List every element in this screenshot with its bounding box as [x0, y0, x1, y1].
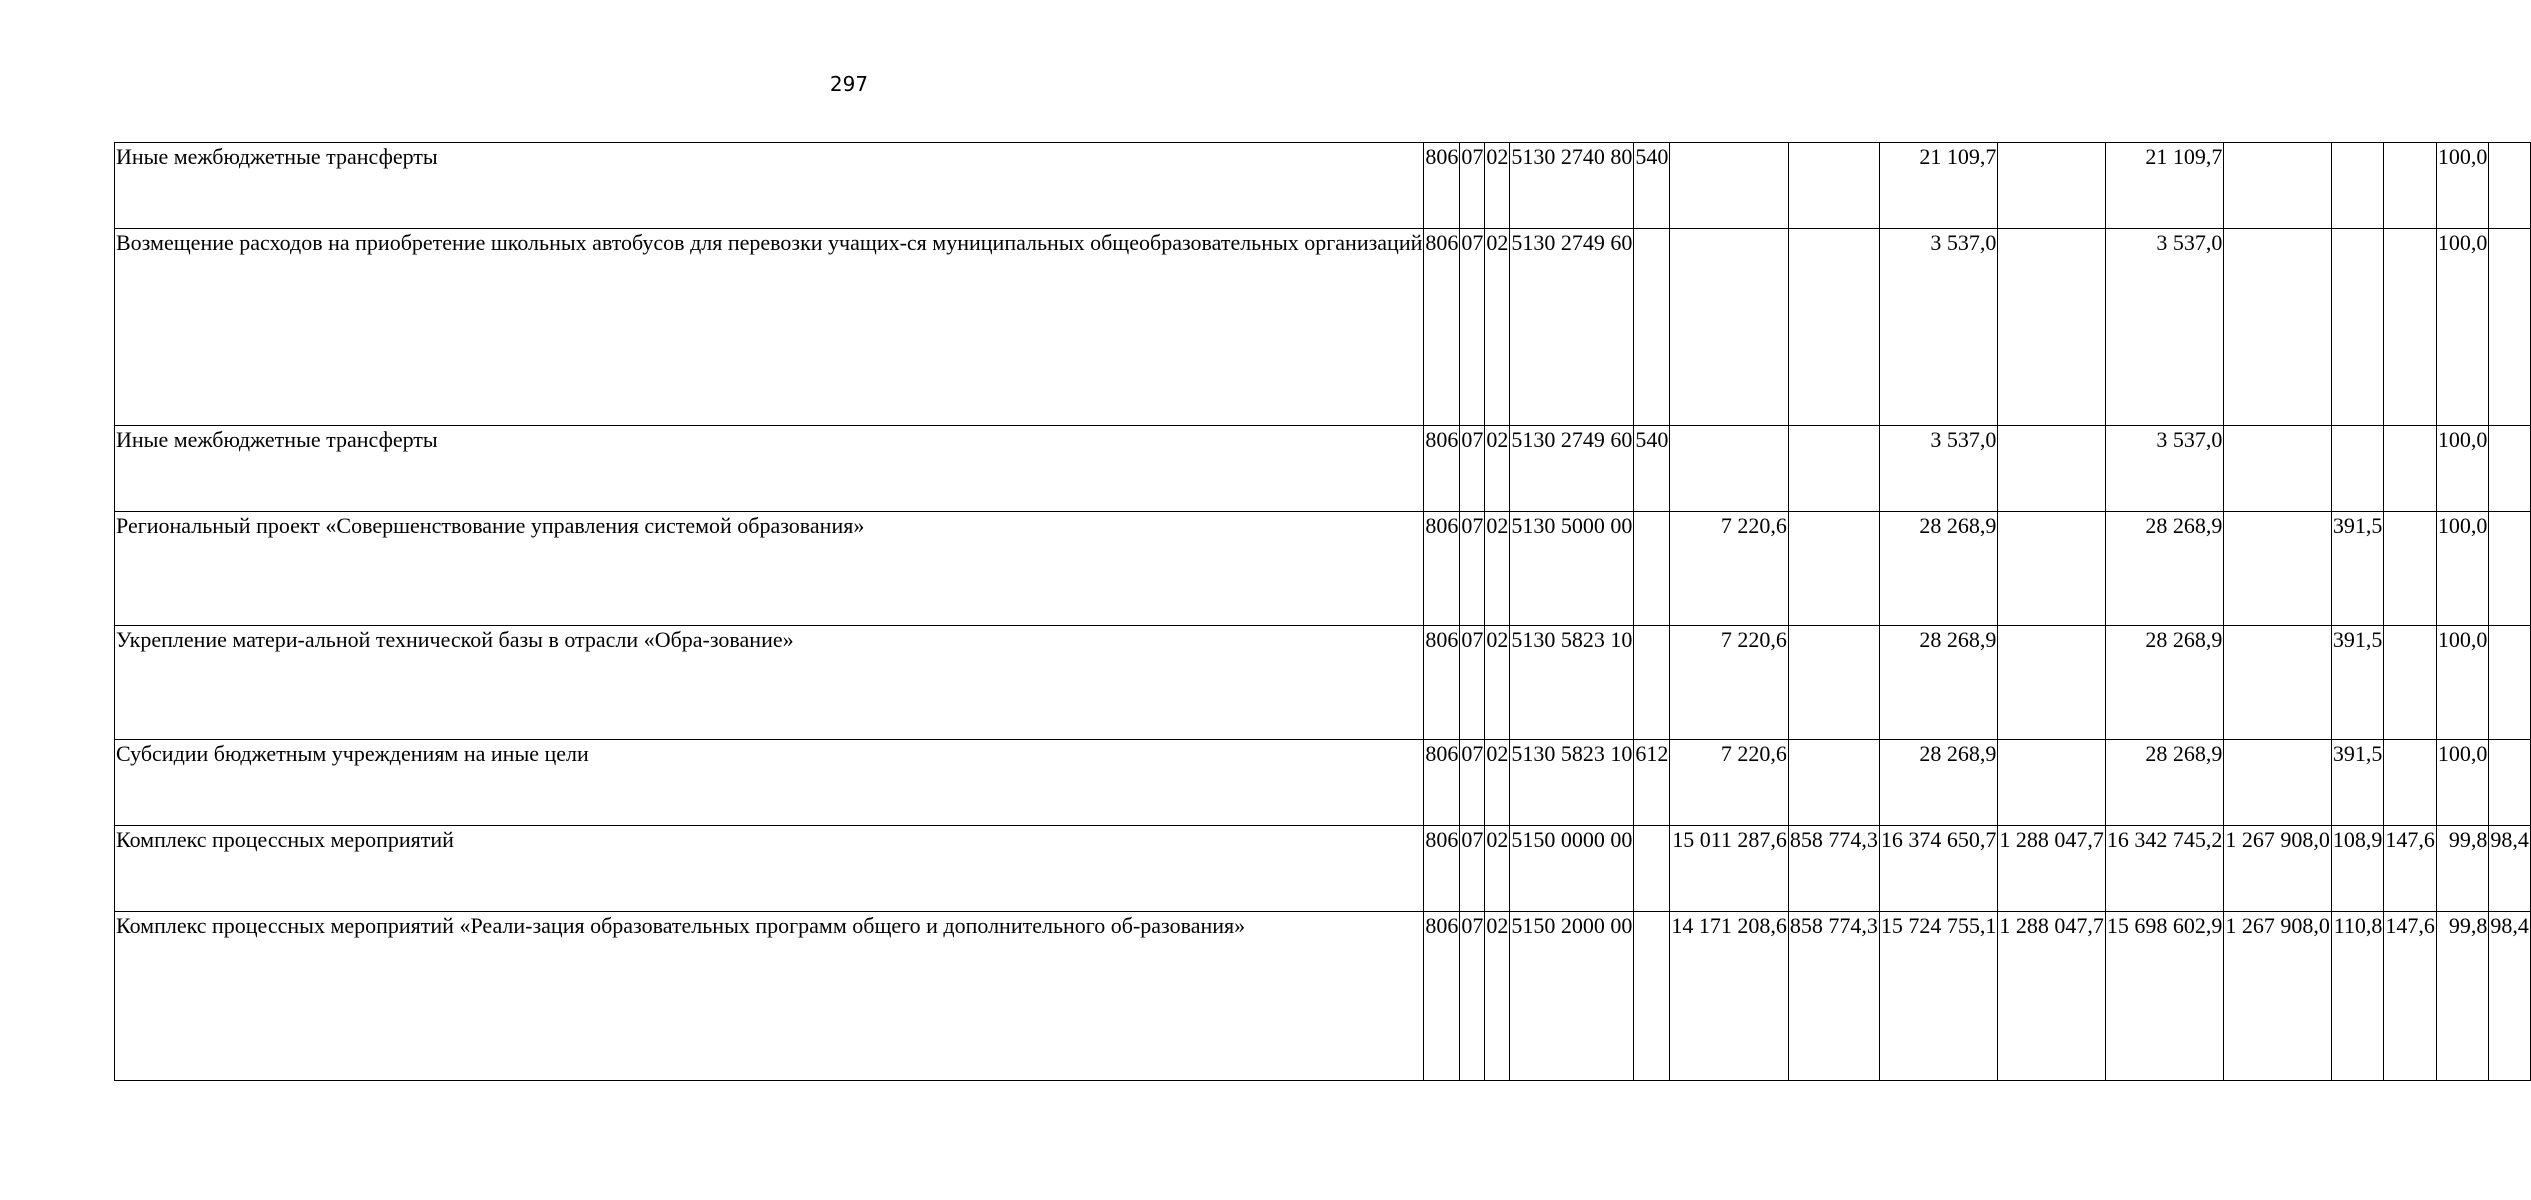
value-1: 15 011 287,6: [1670, 826, 1789, 912]
percent-2: [2384, 626, 2437, 740]
percent-1: 391,5: [2331, 626, 2384, 740]
percent-3: 100,0: [2436, 626, 2489, 740]
table-row: [115, 229, 2531, 426]
code-gr: 806: [1424, 143, 1460, 229]
code-pr: 02: [1485, 626, 1510, 740]
percent-3: 100,0: [2436, 143, 2489, 229]
code-csr: 5130 2740 80: [1510, 143, 1634, 229]
percent-1: [2331, 143, 2384, 229]
percent-2: [2384, 143, 2437, 229]
value-2: [1788, 143, 1879, 229]
value-4: [1998, 626, 2106, 740]
code-csr: 5130 2749 60: [1510, 426, 1634, 512]
value-6: [2224, 626, 2332, 740]
code-rz: 07: [1460, 826, 1485, 912]
table-row: [115, 143, 2531, 229]
code-rz: 07: [1460, 912, 1485, 1081]
code-rz: 07: [1460, 143, 1485, 229]
value-1: 14 171 208,6: [1670, 912, 1789, 1081]
percent-1: [2331, 229, 2384, 426]
code-rz: 07: [1460, 426, 1485, 512]
value-3: 15 724 755,1: [1879, 912, 1998, 1081]
percent-3: 100,0: [2436, 229, 2489, 426]
value-2: [1788, 426, 1879, 512]
value-3: 21 109,7: [1879, 143, 1998, 229]
value-4: [1998, 740, 2106, 826]
code-pr: 02: [1485, 512, 1510, 626]
value-4: [1998, 426, 2106, 512]
code-csr: 5130 5823 10: [1510, 626, 1634, 740]
page-number: 297: [829, 72, 869, 96]
value-6: [2224, 143, 2332, 229]
value-3: 3 537,0: [1879, 229, 1998, 426]
code-csr: 5150 0000 00: [1510, 826, 1634, 912]
percent-4: [2489, 426, 2531, 512]
percent-1: 110,8: [2331, 912, 2384, 1081]
percent-3: 100,0: [2436, 512, 2489, 626]
code-csr: 5130 2749 60: [1510, 229, 1634, 426]
value-1: [1670, 143, 1789, 229]
row-name: Иные межбюджетные трансферты: [115, 143, 1424, 229]
code-pr: 02: [1485, 426, 1510, 512]
percent-4: [2489, 740, 2531, 826]
table-row: [115, 626, 2531, 740]
code-gr: 806: [1424, 229, 1460, 426]
value-4: 1 288 047,7: [1998, 826, 2106, 912]
code-gr: 806: [1424, 426, 1460, 512]
value-1: [1670, 426, 1789, 512]
row-name: Комплекс процессных мероприятий: [115, 826, 1424, 912]
value-5: 21 109,7: [2105, 143, 2224, 229]
value-6: [2224, 512, 2332, 626]
percent-2: 147,6: [2384, 826, 2437, 912]
table-row: [115, 912, 2531, 1081]
table-row: [115, 426, 2531, 512]
code-vr: [1634, 512, 1670, 626]
code-vr: 540: [1634, 426, 1670, 512]
code-gr: 806: [1424, 626, 1460, 740]
value-2: [1788, 626, 1879, 740]
percent-2: [2384, 229, 2437, 426]
value-1: 7 220,6: [1670, 512, 1789, 626]
percent-1: 108,9: [2331, 826, 2384, 912]
value-3: 28 268,9: [1879, 512, 1998, 626]
value-3: 16 374 650,7: [1879, 826, 1998, 912]
row-name: Возмещение расходов на приобретение школьных автобусов для перевозки учащих-ся муниципальных общеобразовательных организаций: [115, 229, 1424, 426]
percent-2: [2384, 740, 2437, 826]
value-4: 1 288 047,7: [1998, 912, 2106, 1081]
table-row: [115, 740, 2531, 826]
value-1: 7 220,6: [1670, 626, 1789, 740]
value-1: 7 220,6: [1670, 740, 1789, 826]
code-rz: 07: [1460, 626, 1485, 740]
code-pr: 02: [1485, 229, 1510, 426]
row-name: Иные межбюджетные трансферты: [115, 426, 1424, 512]
row-name: Комплекс процессных мероприятий «Реали-зация образовательных программ общего и дополнительного об-разования»: [115, 912, 1424, 1081]
value-5: 16 342 745,2: [2105, 826, 2224, 912]
code-pr: 02: [1485, 143, 1510, 229]
value-1: [1670, 229, 1789, 426]
code-pr: 02: [1485, 912, 1510, 1081]
percent-4: 98,4: [2489, 912, 2531, 1081]
percent-2: [2384, 426, 2437, 512]
value-3: 3 537,0: [1879, 426, 1998, 512]
percent-2: [2384, 512, 2437, 626]
value-3: 28 268,9: [1879, 740, 1998, 826]
code-vr: [1634, 826, 1670, 912]
value-4: [1998, 512, 2106, 626]
code-gr: 806: [1424, 826, 1460, 912]
percent-1: [2331, 426, 2384, 512]
percent-3: 99,8: [2436, 912, 2489, 1081]
code-vr: 612: [1634, 740, 1670, 826]
percent-1: 391,5: [2331, 512, 2384, 626]
code-pr: 02: [1485, 740, 1510, 826]
code-vr: [1634, 912, 1670, 1081]
percent-4: 98,4: [2489, 826, 2531, 912]
code-vr: 540: [1634, 143, 1670, 229]
row-name: Укрепление матери-альной технической базы в отрасли «Обра-зование»: [115, 626, 1424, 740]
code-csr: 5130 5823 10: [1510, 740, 1634, 826]
value-5: 28 268,9: [2105, 626, 2224, 740]
value-5: 3 537,0: [2105, 229, 2224, 426]
code-rz: 07: [1460, 740, 1485, 826]
budget-table: [114, 142, 2531, 1081]
value-4: [1998, 229, 2106, 426]
value-6: [2224, 426, 2332, 512]
code-rz: 07: [1460, 229, 1485, 426]
value-2: 858 774,3: [1788, 826, 1879, 912]
percent-4: [2489, 626, 2531, 740]
value-6: [2224, 740, 2332, 826]
value-2: [1788, 229, 1879, 426]
code-csr: 5150 2000 00: [1510, 912, 1634, 1081]
percent-4: [2489, 229, 2531, 426]
value-5: 15 698 602,9: [2105, 912, 2224, 1081]
value-5: 28 268,9: [2105, 512, 2224, 626]
percent-1: 391,5: [2331, 740, 2384, 826]
value-2: [1788, 512, 1879, 626]
value-4: [1998, 143, 2106, 229]
value-5: 28 268,9: [2105, 740, 2224, 826]
value-2: [1788, 740, 1879, 826]
table-row: [115, 826, 2531, 912]
code-gr: 806: [1424, 512, 1460, 626]
code-vr: [1634, 229, 1670, 426]
percent-3: 100,0: [2436, 740, 2489, 826]
value-2: 858 774,3: [1788, 912, 1879, 1081]
percent-2: 147,6: [2384, 912, 2437, 1081]
percent-3: 99,8: [2436, 826, 2489, 912]
value-6: 1 267 908,0: [2224, 826, 2332, 912]
value-5: 3 537,0: [2105, 426, 2224, 512]
row-name: Субсидии бюджетным учреждениям на иные цели: [115, 740, 1424, 826]
value-6: [2224, 229, 2332, 426]
value-6: 1 267 908,0: [2224, 912, 2332, 1081]
percent-4: [2489, 143, 2531, 229]
code-vr: [1634, 626, 1670, 740]
value-3: 28 268,9: [1879, 626, 1998, 740]
code-rz: 07: [1460, 512, 1485, 626]
percent-3: 100,0: [2436, 426, 2489, 512]
code-csr: 5130 5000 00: [1510, 512, 1634, 626]
code-gr: 806: [1424, 912, 1460, 1081]
code-gr: 806: [1424, 740, 1460, 826]
percent-4: [2489, 512, 2531, 626]
table-row: [115, 512, 2531, 626]
code-pr: 02: [1485, 826, 1510, 912]
row-name: Региональный проект «Совершенствование управления системой образования»: [115, 512, 1424, 626]
